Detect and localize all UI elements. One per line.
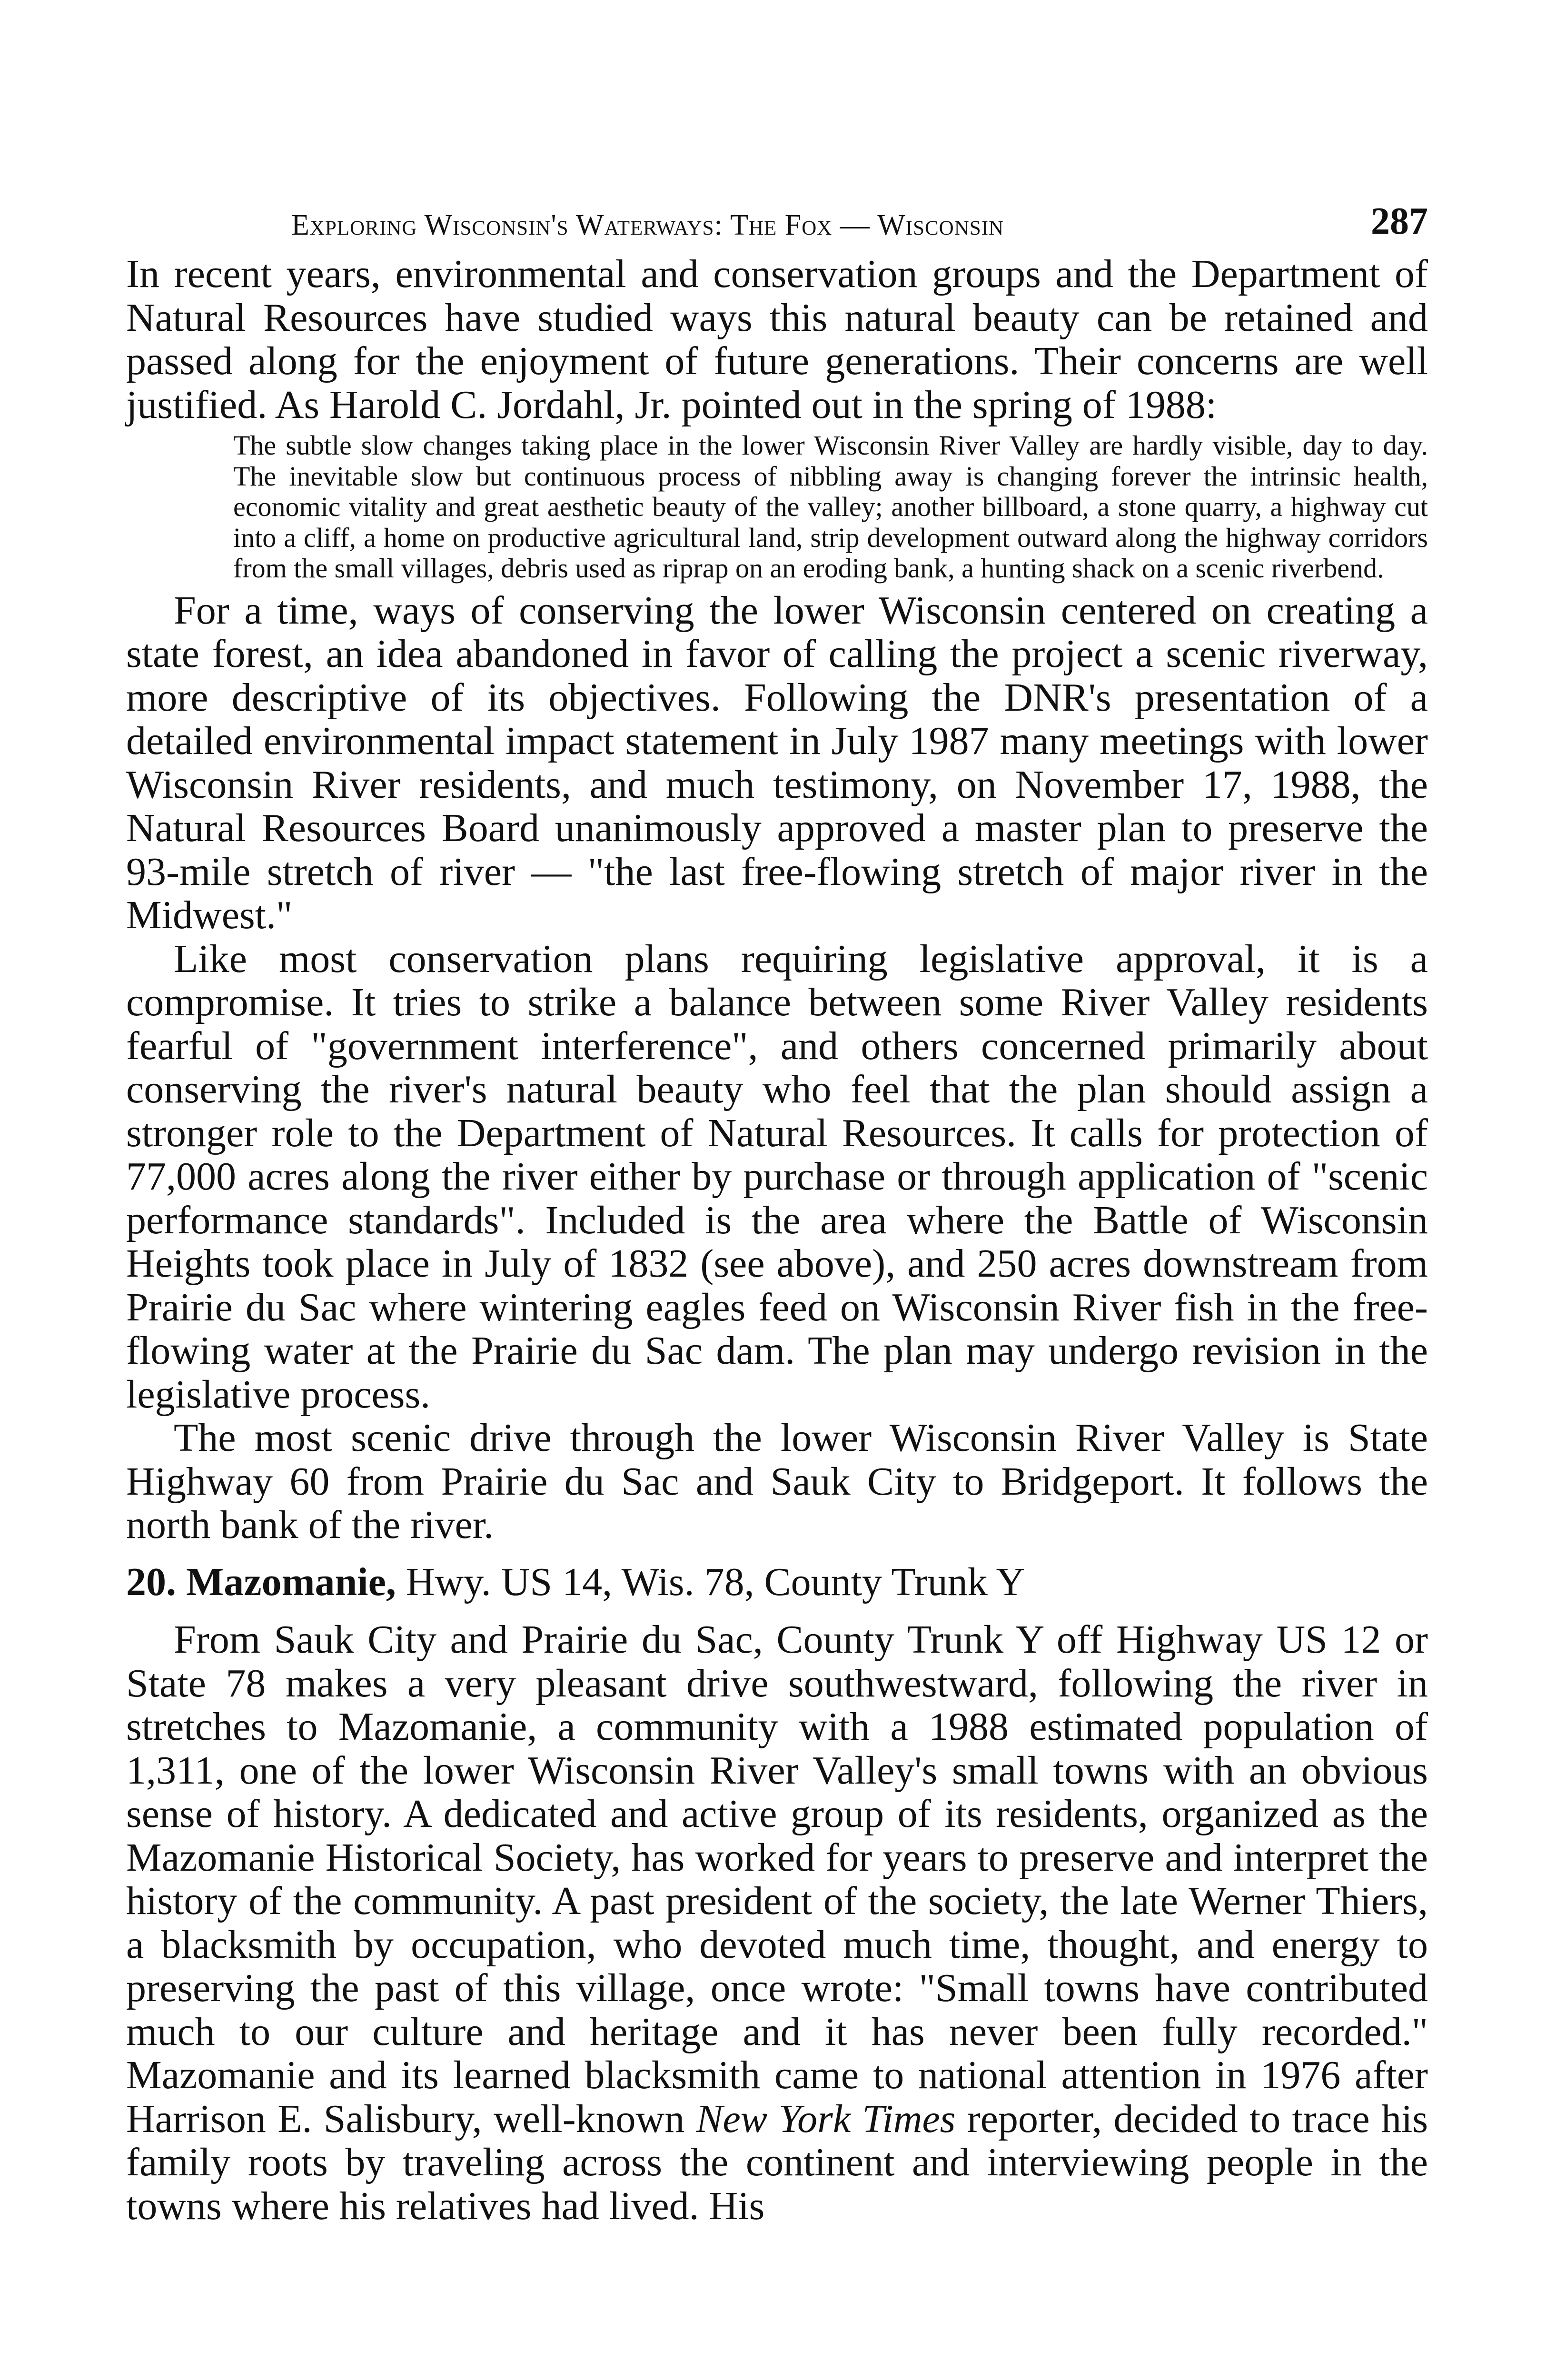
section-name: Mazomanie, xyxy=(186,1559,396,1604)
block-quote: The subtle slow changes taking place in the lower Wisconsin River Valley are hardly visible, day to day. The inevitable slow but continuous process of nibbling away is changing forever the intrinsic health, economic vitality and great aesthetic beauty of the valley; another billboard, a stone quarry, a highway cut into a cliff, a home on productive agricultural land, strip development outward along the highway corridors from the small villages, debris used as riprap on an eroding bank, a hunting shack on a scenic riverbend. xyxy=(233,430,1428,584)
section-number: 20. xyxy=(126,1559,176,1604)
section-route: Hwy. US 14, Wis. 78, County Trunk Y xyxy=(396,1559,1025,1604)
paragraph-intro: In recent years, environmental and conservation groups and the Department of Natural Resources have studied ways this natural beauty can be retained and passed along for the enjoyment of future generations. Their concerns are well justified. As Harold C. Jordahl, Jr. pointed out in the spring of 1988: xyxy=(126,252,1428,427)
page-number: 287 xyxy=(1371,200,1428,242)
paragraph-mazomanie-text: From Sauk City and Prairie du Sac, County Trunk Y off Highway US 12 or State 78 makes a very pleasant drive southwestward, following the river in stretches to Mazomanie, a community with a 1988 estimated population of 1,311, one of the lower Wisconsin River Valley's small towns with an obvious sense of history. A dedicated and active group of its residents, organized as the Mazomanie Historical Society, has worked for years to preserve and interpret the history of the community. A past president of the society, the late Werner Thiers, a blacksmith by occupation, who devoted much time, thought, and energy to preserving the past of this village, once wrote: "Small towns have contributed much to our culture and heritage and it has never been fully recorded." Mazomanie and its learned blacksmith came to national attention in 1976 after Harrison E. Salisbury, well-known xyxy=(126,1617,1428,2141)
newspaper-title: New York Times xyxy=(696,2096,956,2141)
paragraph-compromise: Like most conservation plans requiring legislative approval, it is a compromise. It tries to strike a balance between some River Valley residents fearful of "government interference", and others concerned primarily about conserving the river's natural beauty who feel that the plan should assign a stronger role to the Department of Natural Resources. It calls for protection of 77,000 acres along the river either by purchase or through application of "scenic performance standards". Included is the area where the Battle of Wisconsin Heights took place in July of 1832 (see above), and 250 acres downstream from Prairie du Sac where wintering eagles feed on Wisconsin River fish in the free-flowing water at the Prairie du Sac dam. The plan may undergo revision in the legislative process. xyxy=(126,936,1428,1417)
running-title: Exploring Wisconsin's Waterways: The Fox — Wisconsin xyxy=(291,209,1004,241)
paragraph-state-forest: For a time, ways of conserving the lower Wisconsin centered on creating a state forest, an idea abandoned in favor of calling the project a scenic riverway, more descriptive of its objectives. Following the DNR's presentation of a detailed environmental impact statement in July 1987 many meetings with lower Wisconsin River residents, and much testimony, on November 17, 1988, the Natural Resources Board unanimously approved a master plan to preserve the 93-mile stretch of river — "the last free-flowing stretch of major river in the Midwest." xyxy=(126,588,1428,937)
running-head xyxy=(126,200,1428,252)
paragraph-mazomanie-end: reporter, decided to trace his family roots by traveling across the continent and interviewing people in the towns where his relatives had lived. His xyxy=(126,2096,1428,2228)
book-page xyxy=(126,200,1428,2228)
section-heading xyxy=(126,1560,1428,1604)
paragraph-mazomanie xyxy=(126,1618,1428,2228)
paragraph-scenic-drive: The most scenic drive through the lower Wisconsin River Valley is State Highway 60 from Prairie du Sac and Sauk City to Bridgeport. It follows the north bank of the river. xyxy=(126,1416,1428,1547)
